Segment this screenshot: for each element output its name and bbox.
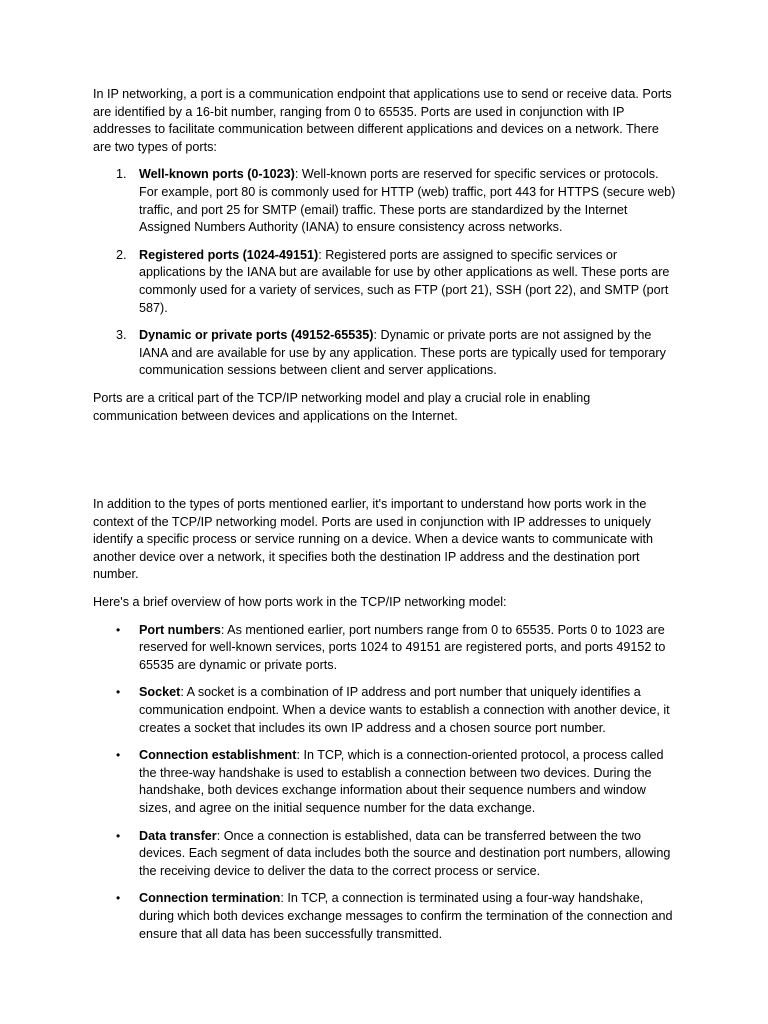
list-number: 1. xyxy=(116,167,127,182)
bullet-item xyxy=(93,622,678,675)
bullet-term: Connection termination xyxy=(139,891,281,906)
port-type-description: : Well-known ports are reserved for specific services or protocols. For example, port 80 is commonly used for HTTP (web) traffic, port 443 for HTTPS (secure web) traffic, and port 25 for SMTP (email) traffic. These ports are standardized by the Internet Assigned Numbers Authority (IANA) to ensure consistency across networks. xyxy=(139,167,676,235)
bullet-icon: • xyxy=(116,622,121,637)
port-type-item xyxy=(93,247,678,317)
bullet-icon: • xyxy=(116,748,121,763)
bullet-term: Port numbers xyxy=(139,622,221,637)
bullet-description: : As mentioned earlier, port numbers range from 0 to 65535. Ports 0 to 1023 are reserved for well-known services, ports 1024 to 49151 are registered ports, and ports 49152 to 65535 are dynamic or private ports. xyxy=(139,622,666,672)
port-type-term: Registered ports (1024-49151) xyxy=(139,247,319,262)
second-intro-paragraph: In addition to the types of ports mentioned earlier, it's important to understand how ports work in the context of the TCP/IP networking model. Ports are used in conjunction with IP addresses to uniquely identify a specific process or service running on a device. When a device wants to communicate with another device over a network, it specifies both the destination IP address and the destination port number. xyxy=(93,497,653,582)
port-type-term: Dynamic or private ports (49152-65535) xyxy=(139,328,374,343)
bullet-item xyxy=(93,890,678,943)
bullet-description: : Once a connection is established, data can be transferred between the two devices. Each segment of data includes both the source and destination port numbers, allowing the receiving device to deliver the data to the correct process or service. xyxy=(139,828,671,878)
bullet-description: : A socket is a combination of IP address and port number that uniquely identifies a communication endpoint. When a device wants to establish a connection with another device, it creates a socket that includes its own IP address and a chosen source port number. xyxy=(139,685,670,735)
bullet-icon: • xyxy=(116,828,121,843)
bullet-description: : In TCP, which is a connection-oriented protocol, a process called the three-way handshake is used to establish a connection between two devices. During the handshake, both devices exchange information about their sequence numbers and window sizes, and agree on the initial sequence number for the data exchange. xyxy=(139,748,664,815)
list-number: 2. xyxy=(116,247,127,262)
port-type-term: Well-known ports (0-1023) xyxy=(139,167,295,182)
port-type-description: : Registered ports are assigned to specific services or applications by the IANA but are available for use by other applications as well. These ports are commonly used for a variety of services, such as FTP (port 21), SSH (port 22), and SMTP (port 587). xyxy=(139,247,670,315)
port-type-item xyxy=(93,166,678,236)
bullet-item xyxy=(93,828,678,881)
port-workings-list xyxy=(93,622,678,944)
overview-lead-paragraph: Here's a brief overview of how ports work in the TCP/IP networking model: xyxy=(93,595,507,610)
closing-paragraph: Ports are a critical part of the TCP/IP networking model and play a crucial role in enabling communication between devices and applications on the Internet. xyxy=(93,390,591,423)
bullet-description: : In TCP, a connection is terminated using a four-way handshake, during which both devices exchange messages to confirm the termination of the connection and ensure that all data has been successfully transmitted. xyxy=(139,891,673,941)
port-types-list xyxy=(93,166,678,380)
bullet-icon: • xyxy=(116,685,121,700)
port-type-item xyxy=(93,327,678,380)
bullet-icon: • xyxy=(116,891,121,906)
bullet-item xyxy=(93,684,678,737)
section-spacer xyxy=(93,435,678,496)
intro-paragraph: In IP networking, a port is a communication endpoint that applications use to send or receive data. Ports are identified by a 16-bit number, ranging from 0 to 65535. Ports are used in conjunction with IP addresses to facilitate communication between different applications and devices on a network. There are two types of ports: xyxy=(93,87,672,154)
bullet-term: Socket xyxy=(139,685,181,700)
list-number: 3. xyxy=(116,328,127,343)
bullet-term: Connection establishment xyxy=(139,748,297,763)
bullet-item xyxy=(93,747,678,817)
port-type-description: : Dynamic or private ports are not assigned by the IANA and are available for use by any application. These ports are typically used for temporary communication sessions between client and server applications. xyxy=(139,328,666,378)
bullet-term: Data transfer xyxy=(139,828,217,843)
